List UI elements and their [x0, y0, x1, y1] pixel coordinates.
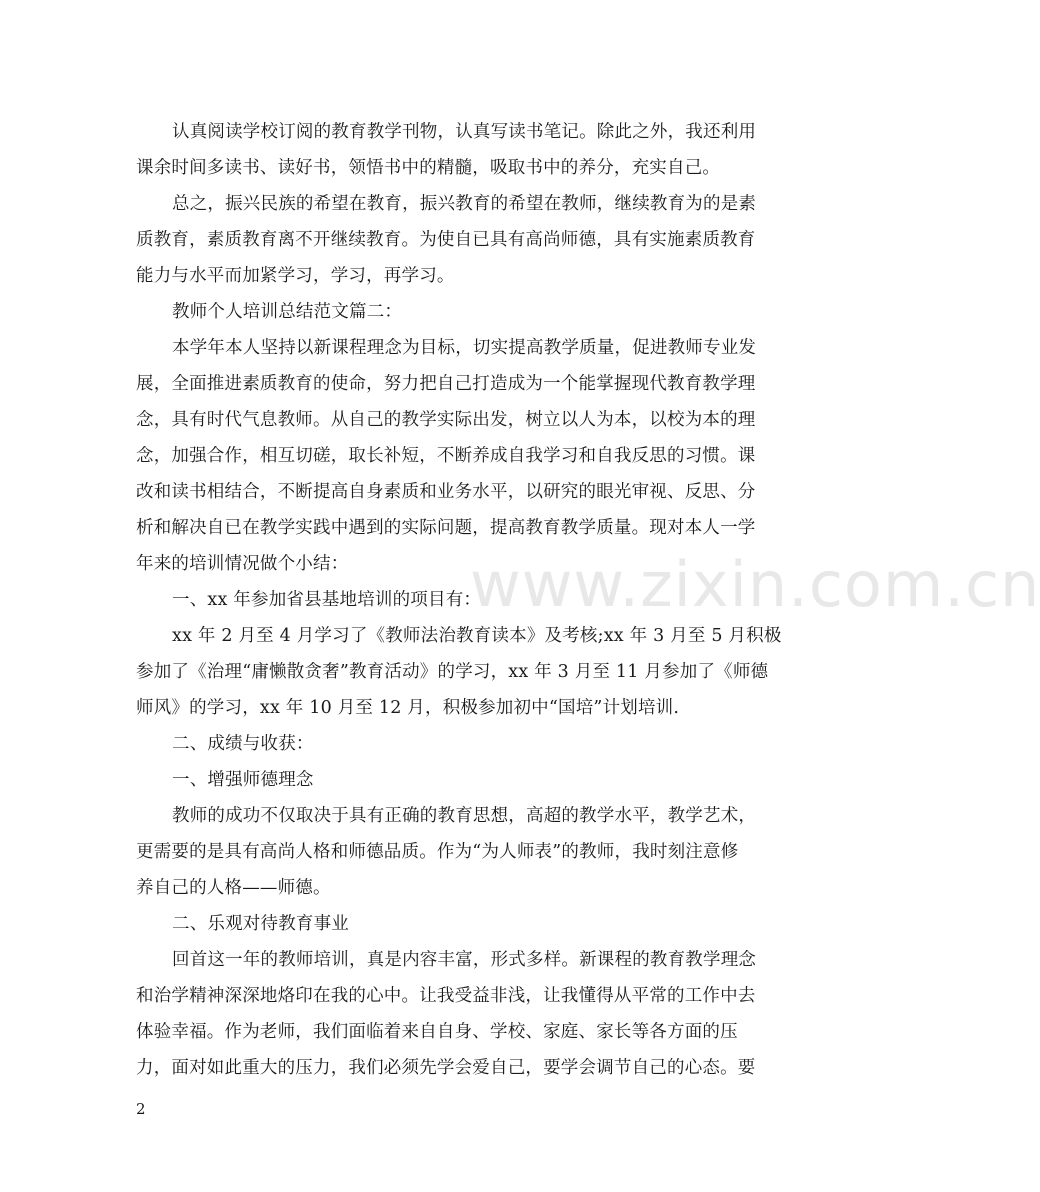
text-line: 回首这一年的教师培训，真是内容丰富，形式多样。新课程的教育教学理念 [172, 950, 757, 970]
section-heading: 二、成绩与收获： [172, 734, 314, 754]
text-line: 念，加强合作，相互切磋，取长补短，不断养成自我学习和自我反思的习惯。课 [136, 446, 756, 466]
text-line: 本学年本人坚持以新课程理念为目标，切实提高教学质量，促进教师专业发 [172, 338, 757, 358]
text-line: xx 年 2 月至 4 月学习了《教师法治教育读本》及考核;xx 年 3 月至 5 月积极 [172, 626, 782, 646]
text-line: 更需要的是具有高尚人格和师德品质。作为“为人师表”的教师，我时刻注意修 [136, 842, 739, 862]
text-line: 改和读书相结合，不断提高自身素质和业务水平，以研究的眼光审视、反思、分 [136, 482, 756, 502]
section-heading: 教师个人培训总结范文篇二： [172, 302, 403, 322]
text-line: 教师的成功不仅取决于具有正确的教育思想，高超的教学水平，教学艺术， [172, 806, 757, 826]
text-line: 课余时间多读书、读好书，领悟书中的精髓，吸取书中的养分，充实自己。 [136, 158, 721, 178]
text-line: 总之，振兴民族的希望在教育，振兴教育的希望在教师，继续教育为的是素 [172, 194, 757, 214]
watermark: www.zixin.com.cn [470, 548, 1040, 621]
document-body [136, 114, 784, 1086]
page-number: 2 [136, 1100, 146, 1118]
text-line: 年来的培训情况做个小结： [136, 554, 349, 574]
section-heading: 二、乐观对待教育事业 [172, 914, 349, 934]
section-heading: 一、增强师德理念 [172, 770, 314, 790]
text-line: 师风》的学习，xx 年 10 月至 12 月，积极参加初中“国培”计划培训. [136, 698, 680, 718]
section-heading: 一、xx 年参加省县基地培训的项目有： [172, 590, 482, 610]
text-line: 力，面对如此重大的压力，我们必须先学会爱自己，要学会调节自己的心态。要 [136, 1058, 756, 1078]
text-line: 念，具有时代气息教师。从自己的教学实际出发，树立以人为本，以校为本的理 [136, 410, 756, 430]
text-line: 参加了《治理“庸懒散贪奢”教育活动》的学习，xx 年 3 月至 11 月参加了《师德 [136, 662, 769, 682]
text-line: 和治学精神深深地烙印在我的心中。让我受益非浅，让我懂得从平常的工作中去 [136, 986, 756, 1006]
text-line: 析和解决自已在教学实践中遇到的实际问题，提高教育教学质量。现对本人一学 [136, 518, 756, 538]
text-line: 能力与水平而加紧学习，学习，再学习。 [136, 266, 455, 286]
text-line: 养自己的人格——师德。 [136, 878, 331, 898]
text-line: 质教育，素质教育离不开继续教育。为使自已具有高尚师德，具有实施素质教育 [136, 230, 756, 250]
text-line: 体验幸福。作为老师，我们面临着来自自身、学校、家庭、家长等各方面的压 [136, 1022, 738, 1042]
text-line: 认真阅读学校订阅的教育教学刊物，认真写读书笔记。除此之外，我还利用 [172, 122, 757, 142]
text-line: 展，全面推进素质教育的使命，努力把自己打造成为一个能掌握现代教育教学理 [136, 374, 756, 394]
